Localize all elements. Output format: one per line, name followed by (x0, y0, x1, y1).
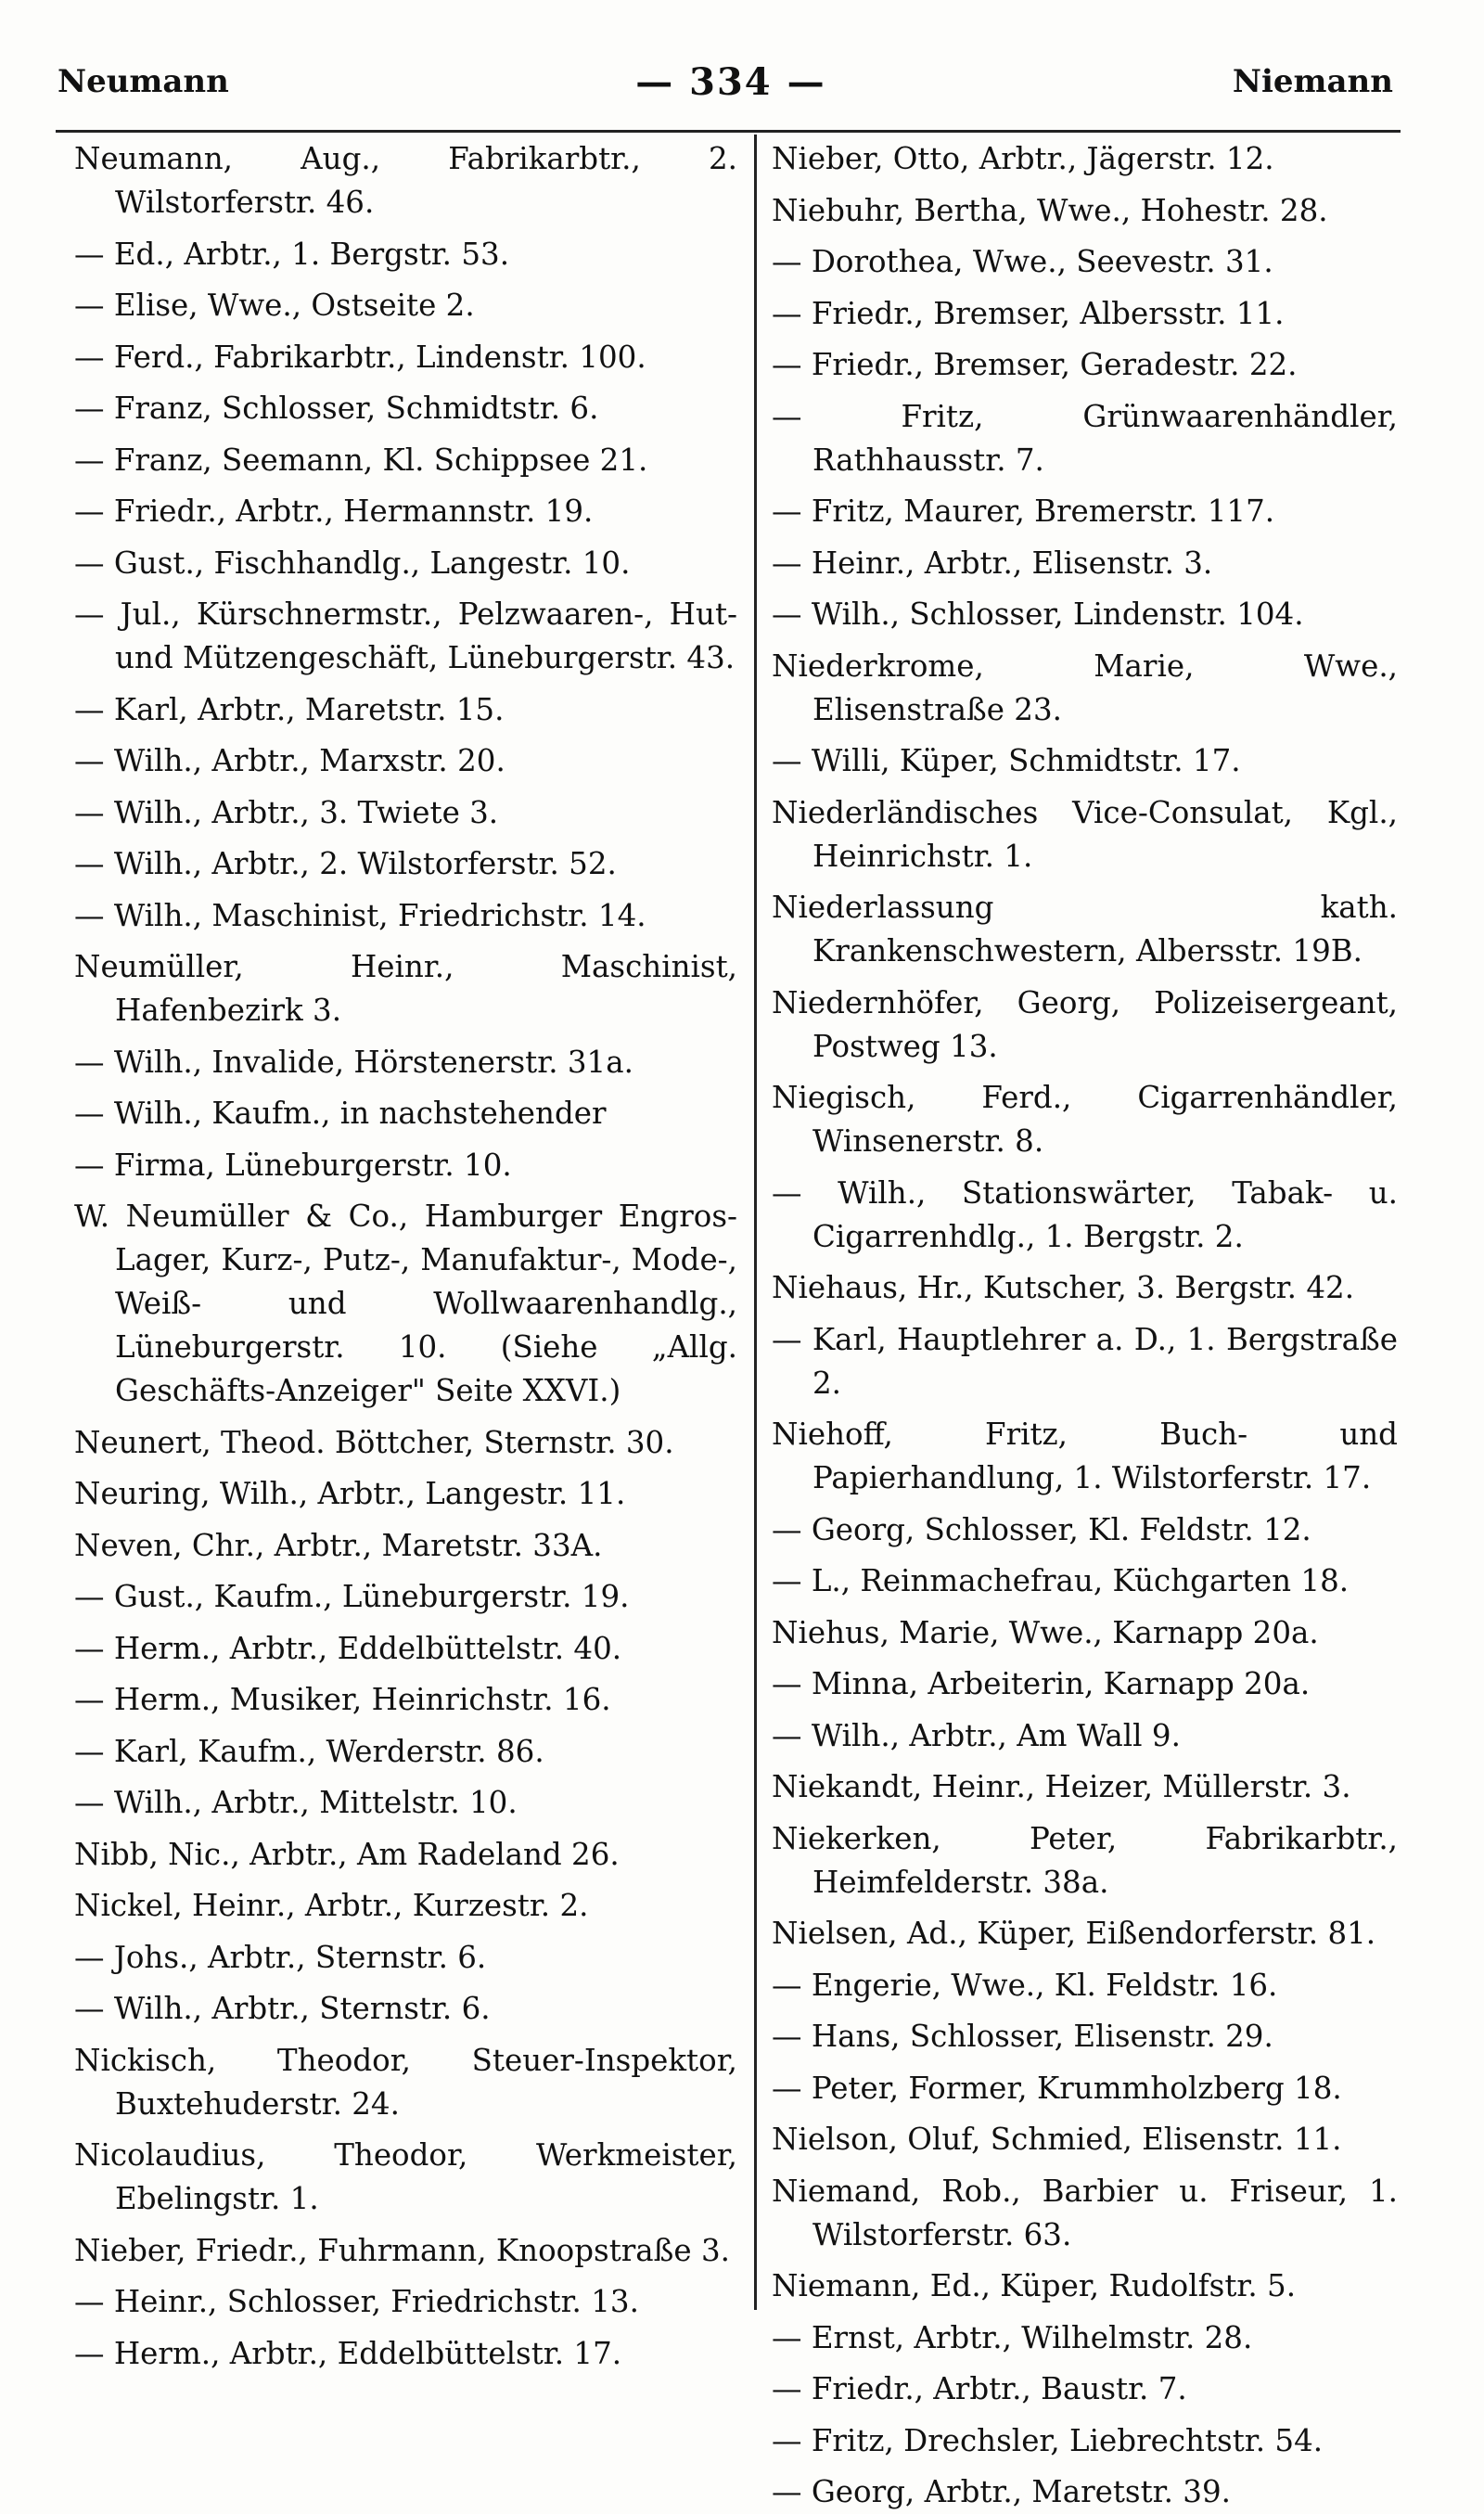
directory-entry: Niederlassung kath. Krankenschwestern, Albersstr. 19B. (772, 890, 1398, 968)
page-number: — 334 — (635, 59, 826, 104)
directory-entry: Niemand, Rob., Barbier u. Friseur, 1. Wilstorferstr. 63. (772, 2173, 1398, 2252)
directory-entry: Nielson, Oluf, Schmied, Elisenstr. 11. (772, 2122, 1342, 2157)
directory-entry: — Franz, Schlosser, Schmidtstr. 6. (74, 391, 599, 426)
directory-entry: — Karl, Hauptlehrer a. D., 1. Bergstraße 2. (772, 1321, 1398, 1401)
directory-entry: Niekandt, Heinr., Heizer, Müllerstr. 3. (772, 1769, 1351, 1804)
directory-entry: — Peter, Former, Krummholzberg 18. (772, 2070, 1342, 2106)
directory-entry: — Johs., Arbtr., Sternstr. 6. (74, 1939, 487, 1975)
directory-entry: — Heinr., Schlosser, Friedrichstr. 13. (74, 2284, 639, 2319)
directory-entry: Neven, Chr., Arbtr., Maretstr. 33A. (74, 1527, 603, 1563)
directory-entry: Niehoff, Fritz, Buch- und Papierhandlung, 1. Wilstorferstr. 17. (772, 1417, 1398, 1495)
directory-entry: — Firma, Lüneburgerstr. 10. (74, 1147, 512, 1183)
header-rule (56, 130, 1401, 133)
directory-entry: — Engerie, Wwe., Kl. Feldstr. 16. (772, 1967, 1278, 2003)
directory-entry: — Wilh., Invalide, Hörstenerstr. 31a. (74, 1044, 633, 1080)
column-divider (754, 135, 757, 2310)
directory-entry: — Georg, Schlosser, Kl. Feldstr. 12. (772, 1511, 1311, 1547)
directory-entry: Nicolaudius, Theodor, Werkmeister, Ebelingstr. 1. (74, 2137, 737, 2216)
directory-entry: — Wilh., Arbtr., 3. Twiete 3. (74, 794, 499, 830)
left-column (74, 137, 737, 2376)
directory-entry: — Wilh., Arbtr., Am Wall 9. (772, 1717, 1181, 1753)
directory-entry: — Fritz, Maurer, Bremerstr. 117. (772, 494, 1275, 529)
directory-entry: Niedernhöfer, Georg, Polizeisergeant, Postweg 13. (772, 984, 1398, 1064)
right-column (772, 137, 1398, 2514)
directory-entry: — Wilh., Arbtr., Marxstr. 20. (74, 743, 505, 778)
directory-entry: Nieber, Otto, Arbtr., Jägerstr. 12. (772, 141, 1274, 176)
directory-entry: — Elise, Wwe., Ostseite 2. (74, 288, 475, 323)
directory-entry: Niemann, Ed., Küper, Rudolfstr. 5. (772, 2268, 1297, 2303)
header-last-name: Niemann (1232, 63, 1393, 100)
directory-entry: — Wilh., Stationswärter, Tabak- u. Cigarrenhdlg., 1. Bergstr. 2. (772, 1174, 1398, 1254)
directory-entry: Neunert, Theod. Böttcher, Sternstr. 30. (74, 1424, 674, 1460)
directory-entry: — Dorothea, Wwe., Seevestr. 31. (772, 244, 1273, 279)
directory-entry: — Gust., Kaufm., Lüneburgerstr. 19. (74, 1579, 630, 1614)
directory-entry: — Georg, Arbtr., Maretstr. 39. (772, 2474, 1231, 2509)
directory-entry: Niehaus, Hr., Kutscher, 3. Bergstr. 42. (772, 1270, 1355, 1305)
directory-entry: — Wilh., Maschinist, Friedrichstr. 14. (74, 897, 646, 933)
directory-entry: Nickisch, Theodor, Steuer-Inspektor, Buxtehuderstr. 24. (74, 2042, 737, 2122)
directory-entry: Niekerken, Peter, Fabrikarbtr., Heimfelderstr. 38a. (772, 1820, 1398, 1900)
directory-entry: — Karl, Kaufm., Werderstr. 86. (74, 1733, 544, 1769)
directory-entry: — Willi, Küper, Schmidtstr. 17. (772, 743, 1241, 778)
directory-entry: — Jul., Kürschnermstr., Pelzwaaren-, Hut- und Mützengeschäft, Lüneburgerstr. 43. (74, 596, 737, 675)
directory-entry: — Franz, Seemann, Kl. Schippsee 21. (74, 442, 648, 478)
directory-entry: — Ed., Arbtr., 1. Bergstr. 53. (74, 236, 510, 272)
directory-entry: — Friedr., Arbtr., Hermannstr. 19. (74, 494, 594, 529)
directory-entry: Niederländisches Vice-Consulat, Kgl., Heinrichstr. 1. (772, 794, 1398, 874)
directory-entry: Neumüller, Heinr., Maschinist, Hafenbezirk 3. (74, 949, 737, 1028)
directory-entry: Nickel, Heinr., Arbtr., Kurzestr. 2. (74, 1888, 589, 1923)
directory-entry: — Wilh., Schlosser, Lindenstr. 104. (772, 596, 1304, 632)
directory-entry: — Karl, Arbtr., Maretstr. 15. (74, 691, 505, 727)
directory-entry: Niebuhr, Bertha, Wwe., Hohestr. 28. (772, 192, 1328, 228)
directory-entry: — Wilh., Arbtr., Sternstr. 6. (74, 1991, 491, 2026)
directory-entry: Nibb, Nic., Arbtr., Am Radeland 26. (74, 1836, 620, 1872)
running-header (58, 54, 1393, 109)
directory-entry: — Wilh., Arbtr., 2. Wilstorferstr. 52. (74, 846, 617, 881)
directory-entry: — Herm., Arbtr., Eddelbüttelstr. 17. (74, 2335, 622, 2371)
header-first-name: Neumann (58, 63, 229, 100)
directory-entry: — Minna, Arbeiterin, Karnapp 20a. (772, 1666, 1311, 1701)
directory-entry: Nieber, Friedr., Fuhrmann, Knoopstraße 3. (74, 2232, 730, 2268)
directory-entry: Niederkrome, Marie, Wwe., Elisenstraße 23. (772, 648, 1398, 727)
directory-entry: Neuring, Wilh., Arbtr., Langestr. 11. (74, 1476, 626, 1511)
directory-entry: — Wilh., Arbtr., Mittelstr. 10. (74, 1785, 518, 1820)
directory-entry: Niehus, Marie, Wwe., Karnapp 20a. (772, 1614, 1319, 1650)
directory-entry: — Herm., Arbtr., Eddelbüttelstr. 40. (74, 1630, 622, 1666)
directory-entry: — Friedr., Arbtr., Baustr. 7. (772, 2371, 1187, 2406)
directory-entry: — Friedr., Bremser, Geradestr. 22. (772, 347, 1298, 382)
directory-entry: — Ernst, Arbtr., Wilhelmstr. 28. (772, 2319, 1253, 2355)
directory-entry: Nielsen, Ad., Küper, Eißendorferstr. 81. (772, 1916, 1376, 1951)
directory-entry: — Gust., Fischhandlg., Langestr. 10. (74, 545, 631, 581)
directory-entry: — Wilh., Kaufm., in nachstehender (74, 1096, 607, 1131)
directory-entry: Niegisch, Ferd., Cigarrenhändler, Winsenerstr. 8. (772, 1080, 1398, 1159)
directory-entry: — Herm., Musiker, Heinrichstr. 16. (74, 1682, 611, 1717)
directory-entry: — Hans, Schlosser, Elisenstr. 29. (772, 2019, 1273, 2054)
directory-entry: — L., Reinmachefrau, Küchgarten 18. (772, 1563, 1350, 1598)
directory-entry: — Ferd., Fabrikarbtr., Lindenstr. 100. (74, 339, 646, 375)
directory-entry: W. Neumüller & Co., Hamburger Engros-Lager, Kurz-, Putz-, Manufaktur-, Mode-, Weiß- und Wollwaarenhandlg., Lüneburgerstr. 10. (Siehe „Allg. Geschäfts-Anzeiger" Seite XXVI.) (74, 1199, 737, 1408)
directory-entry: — Fritz, Drechsler, Liebrechtstr. 54. (772, 2422, 1324, 2458)
directory-entry: — Fritz, Grünwaarenhändler, Rathhausstr. 7. (772, 398, 1398, 478)
directory-entry: Neumann, Aug., Fabrikarbtr., 2. Wilstorferstr. 46. (74, 141, 737, 220)
directory-entry: — Friedr., Bremser, Albersstr. 11. (772, 295, 1285, 331)
directory-entry: — Heinr., Arbtr., Elisenstr. 3. (772, 545, 1213, 581)
